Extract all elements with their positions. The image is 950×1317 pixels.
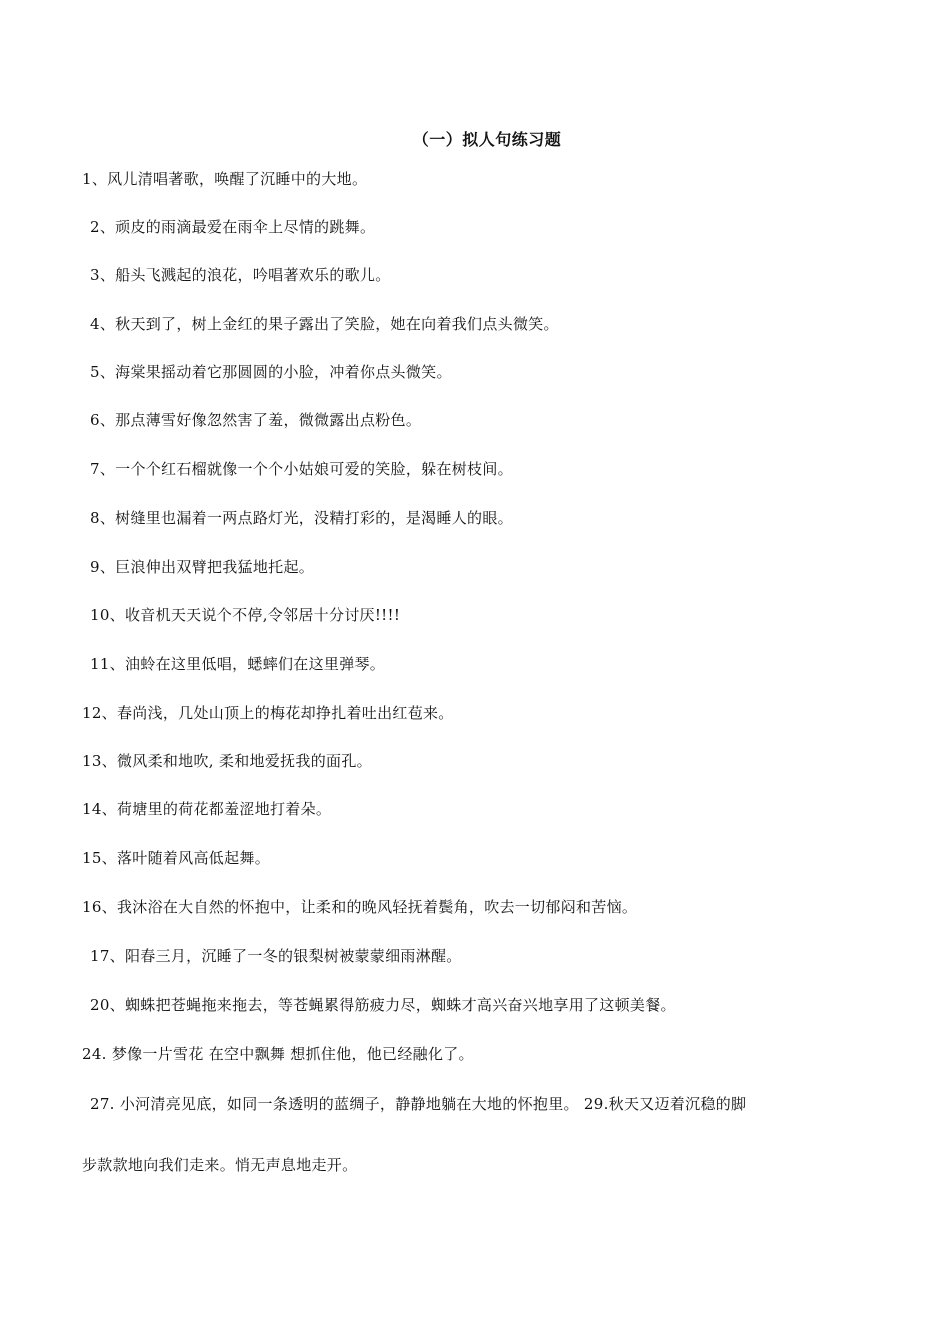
sentence-12: 12、春尚浅，几处山顶上的梅花却挣扎着吐出红苞来。: [82, 704, 454, 722]
sentence-27-29: 27. 小河清亮见底，如同一条透明的蓝绸子，静静地躺在大地的怀抱里。 29.秋天又迈着沉稳的脚: [90, 1095, 747, 1113]
sentence-4: 4、秋天到了，树上金红的果子露出了笑脸，她在向着我们点头微笑。: [90, 315, 559, 333]
sentence-15: 15、落叶随着风高低起舞。: [82, 849, 270, 867]
sentence-11: 11、油蛉在这里低唱，蟋蟀们在这里弹琴。: [90, 655, 386, 673]
sentence-29-continued: 步款款地向我们走来。悄无声息地走开。: [82, 1156, 358, 1174]
sentence-1: 1、风儿清唱著歌，唤醒了沉睡中的大地。: [82, 170, 368, 188]
sentence-20: 20、蜘蛛把苍蝇拖来拖去，等苍蝇累得筋疲力尽，蜘蛛才高兴奋兴地享用了这顿美餐。: [90, 996, 676, 1014]
sentence-6: 6、那点薄雪好像忽然害了羞，微微露出点粉色。: [90, 411, 422, 429]
document-title: （一）拟人句练习题: [412, 130, 562, 149]
sentence-2: 2、顽皮的雨滴最爱在雨伞上尽情的跳舞。: [90, 218, 376, 236]
sentence-10: 10、收音机天天说个不停,令邻居十分讨厌!!!!: [90, 606, 401, 624]
sentence-14: 14、荷塘里的荷花都羞涩地打着朵。: [82, 800, 332, 818]
sentence-7: 7、一个个红石榴就像一个个小姑娘可爱的笑脸，躲在树枝间。: [90, 460, 513, 478]
sentence-16: 16、我沐浴在大自然的怀抱中，让柔和的晚风轻抚着鬓角，吹去一切郁闷和苦恼。: [82, 898, 638, 916]
sentence-17: 17、阳春三月，沉睡了一冬的银梨树被蒙蒙细雨淋醒。: [90, 947, 462, 965]
sentence-8: 8、树缝里也漏着一两点路灯光，没精打彩的，是渴睡人的眼。: [90, 509, 513, 527]
sentence-5: 5、海棠果摇动着它那圆圆的小脸，冲着你点头微笑。: [90, 363, 452, 381]
sentence-3: 3、船头飞溅起的浪花，吟唱著欢乐的歌儿。: [90, 266, 391, 284]
sentence-13: 13、微风柔和地吹, 柔和地爱抚我的面孔。: [82, 752, 372, 770]
sentence-9: 9、巨浪伸出双臂把我猛地托起。: [90, 558, 315, 576]
sentence-24: 24. 梦像一片雪花 在空中飘舞 想抓住他，他已经融化了。: [82, 1045, 474, 1063]
